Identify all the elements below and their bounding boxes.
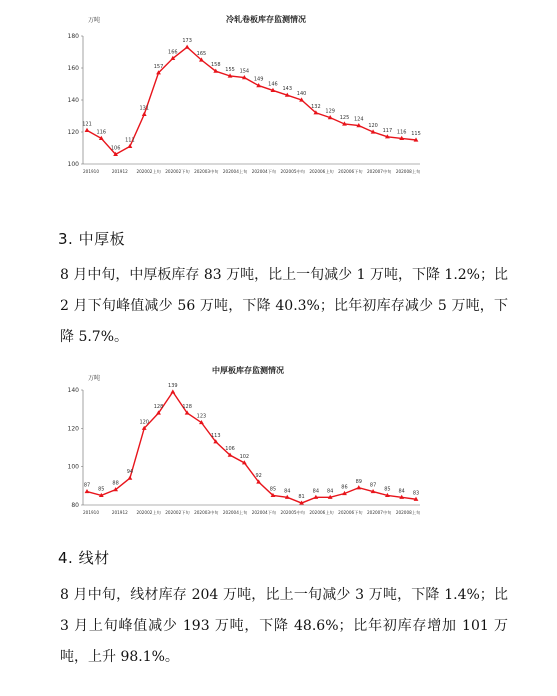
data-label: 146	[268, 81, 278, 88]
data-label: 84	[326, 488, 334, 495]
data-label: 113	[210, 432, 221, 439]
data-label: 129	[325, 108, 335, 115]
data-label: 117	[382, 127, 393, 134]
data-label: 124	[354, 116, 364, 123]
data-point	[85, 128, 90, 132]
data-label: 132	[311, 103, 321, 110]
data-label: 128	[153, 404, 164, 410]
data-label: 158	[210, 62, 221, 69]
x-tick-label: 202006下旬	[338, 510, 363, 515]
data-label: 84	[284, 488, 291, 495]
chart-unit-label: 万吨	[88, 17, 101, 24]
data-label: 115	[411, 131, 421, 137]
section-heading-plate: 3. 中厚板	[58, 230, 126, 248]
data-label: 120	[139, 419, 149, 426]
x-tick-label: 202002下旬	[165, 510, 190, 515]
data-label: 85	[269, 486, 277, 493]
x-tick-label: 202002上旬	[136, 510, 161, 515]
y-tick-label: 100	[67, 161, 79, 168]
data-label: 123	[196, 413, 207, 420]
y-tick-label: 80	[71, 502, 79, 509]
x-tick-label: 202002上旬	[136, 169, 161, 174]
cold-rolled-chart-svg	[0, 0, 557, 200]
data-label: 121	[82, 121, 92, 128]
x-tick-label: 202008上旬	[395, 510, 421, 515]
x-tick-label: 202004上旬	[222, 169, 248, 174]
data-label: 102	[239, 453, 250, 460]
x-tick-label: 201912	[111, 169, 128, 174]
x-tick-label: 202006下旬	[338, 169, 363, 174]
data-label: 173	[182, 38, 192, 45]
data-label: 89	[355, 478, 362, 485]
data-label: 87	[369, 482, 377, 489]
y-tick-label: 100	[67, 463, 79, 471]
chart-title: 冷轧卷板库存监测情况	[226, 15, 306, 24]
data-label: 81	[298, 494, 305, 501]
plate-inventory-paragraph: 8 月中旬，中厚板库存 83 万吨，比上一旬减少 1 万吨，下降 1.2%；比 2 月下旬峰值减少 56 万吨，下降 40.3%；比年初库存减少 5 万吨，下降 5.7%。	[60, 267, 508, 345]
y-tick-label: 140	[67, 387, 79, 394]
x-tick-label: 201912	[111, 510, 128, 515]
data-label: 140	[296, 91, 307, 97]
data-label: 128	[182, 404, 192, 410]
data-point	[185, 45, 190, 49]
data-label: 85	[384, 486, 391, 493]
y-tick-label: 160	[67, 65, 79, 72]
x-tick-label: 202007中旬	[366, 169, 392, 174]
data-label: 149	[253, 76, 264, 83]
x-tick-label: 202005中旬	[280, 510, 305, 515]
x-tick-label: 202003中旬	[194, 169, 219, 174]
data-point	[128, 144, 133, 148]
x-tick-label: 202004下旬	[251, 510, 277, 515]
cold-rolled-inventory-chart	[0, 0, 557, 200]
data-label: 88	[112, 480, 119, 487]
chart-title: 中厚板库存监测情况	[212, 366, 284, 375]
x-tick-label: 202005中旬	[280, 169, 305, 174]
data-label: 106	[110, 145, 121, 152]
data-label: 125	[339, 115, 350, 121]
data-label: 86	[341, 484, 348, 491]
data-label: 155	[225, 67, 235, 73]
y-tick-label: 140	[67, 97, 79, 104]
data-label: 131	[139, 105, 149, 112]
x-tick-label: 202006上旬	[309, 169, 334, 174]
x-tick-label: 202006上旬	[309, 510, 334, 515]
data-label: 165	[196, 51, 207, 57]
x-tick-label: 202002下旬	[165, 169, 190, 174]
data-point	[128, 476, 133, 480]
data-label: 116	[396, 129, 407, 136]
data-label: 106	[225, 446, 235, 453]
data-point	[142, 112, 147, 116]
data-label: 116	[96, 129, 107, 136]
data-label: 111	[125, 137, 135, 144]
x-tick-label: 202004下旬	[251, 169, 277, 174]
x-tick-label: 202007中旬	[366, 510, 392, 515]
data-point	[85, 489, 90, 493]
chart-unit-label: 万吨	[88, 375, 101, 382]
section-heading-wire-rod: 4. 线材	[58, 549, 110, 567]
x-tick-label: 202003中旬	[194, 510, 219, 515]
data-label: 84	[312, 488, 320, 495]
y-tick-label: 180	[67, 33, 79, 40]
data-label: 139	[168, 382, 178, 389]
wire-rod-inventory-paragraph: 8 月中旬，线材库存 204 万吨，比上一旬减少 3 万吨，下降 1.4%；比 3 月上旬峰值减少 193 万吨，下降 48.6%；比年初库存增加 101 万吨，上升 98.1%。	[60, 587, 508, 665]
y-tick-label: 120	[67, 129, 79, 136]
plate-inventory-chart	[0, 360, 557, 525]
data-label: 143	[282, 86, 293, 93]
y-tick-label: 120	[67, 425, 79, 433]
data-label: 92	[255, 473, 262, 479]
x-tick-label: 202004上旬	[222, 510, 248, 515]
data-label: 84	[398, 488, 405, 495]
data-label: 120	[368, 123, 378, 129]
plate-chart-svg	[0, 360, 557, 525]
data-label: 83	[412, 490, 420, 497]
data-point	[170, 389, 175, 393]
data-label: 166	[168, 49, 178, 56]
x-tick-label: 201910	[83, 510, 99, 515]
data-point	[356, 485, 361, 489]
data-label: 94	[126, 469, 134, 476]
data-label: 87	[83, 482, 91, 489]
data-label: 157	[153, 63, 164, 70]
x-tick-label: 201910	[83, 169, 99, 174]
x-tick-label: 202008上旬	[395, 169, 421, 174]
data-label: 154	[239, 68, 250, 75]
series-line	[87, 47, 416, 154]
series-line	[87, 392, 416, 503]
data-label: 85	[98, 486, 105, 493]
